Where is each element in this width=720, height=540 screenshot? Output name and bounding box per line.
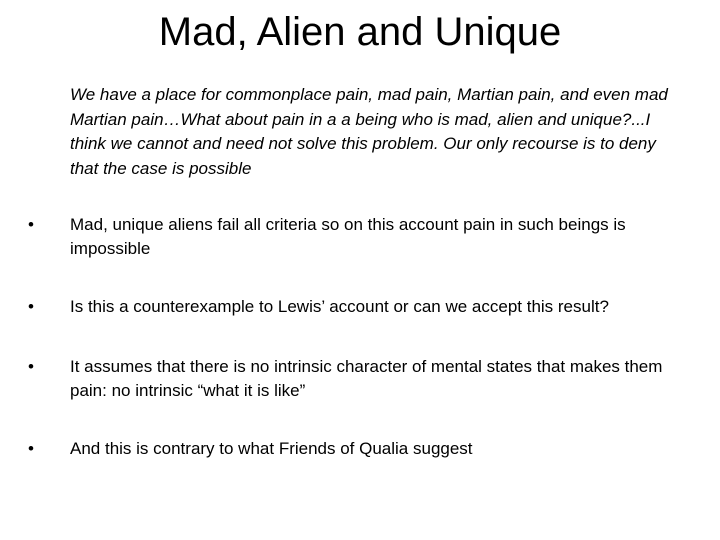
bullet-glyph: •	[28, 297, 34, 316]
bullet-glyph: •	[28, 357, 34, 376]
slide-title: Mad, Alien and Unique	[158, 10, 562, 54]
bullet-glyph: •	[28, 439, 34, 458]
bullet-text: And this is contrary to what Friends of Qualia suggest	[70, 439, 473, 458]
bullet-text: It assumes that there is no intrinsic character of mental states that makes them pain: no intrinsic “what it is like”	[70, 357, 663, 400]
quote-block: We have a place for commonplace pain, mad pain, Martian pain, and even mad Martian pain…What about pain in a a being who is mad, alien and unique?...I think we cannot and need not solve this problem. Our only recourse is to deny that the case is possible	[70, 85, 668, 178]
bullet-text: Is this a counterexample to Lewis’ account or can we accept this result?	[70, 297, 609, 316]
bullet-glyph: •	[28, 215, 34, 234]
bullet-text: Mad, unique aliens fail all criteria so on this account pain in such beings is impossible	[70, 215, 626, 258]
